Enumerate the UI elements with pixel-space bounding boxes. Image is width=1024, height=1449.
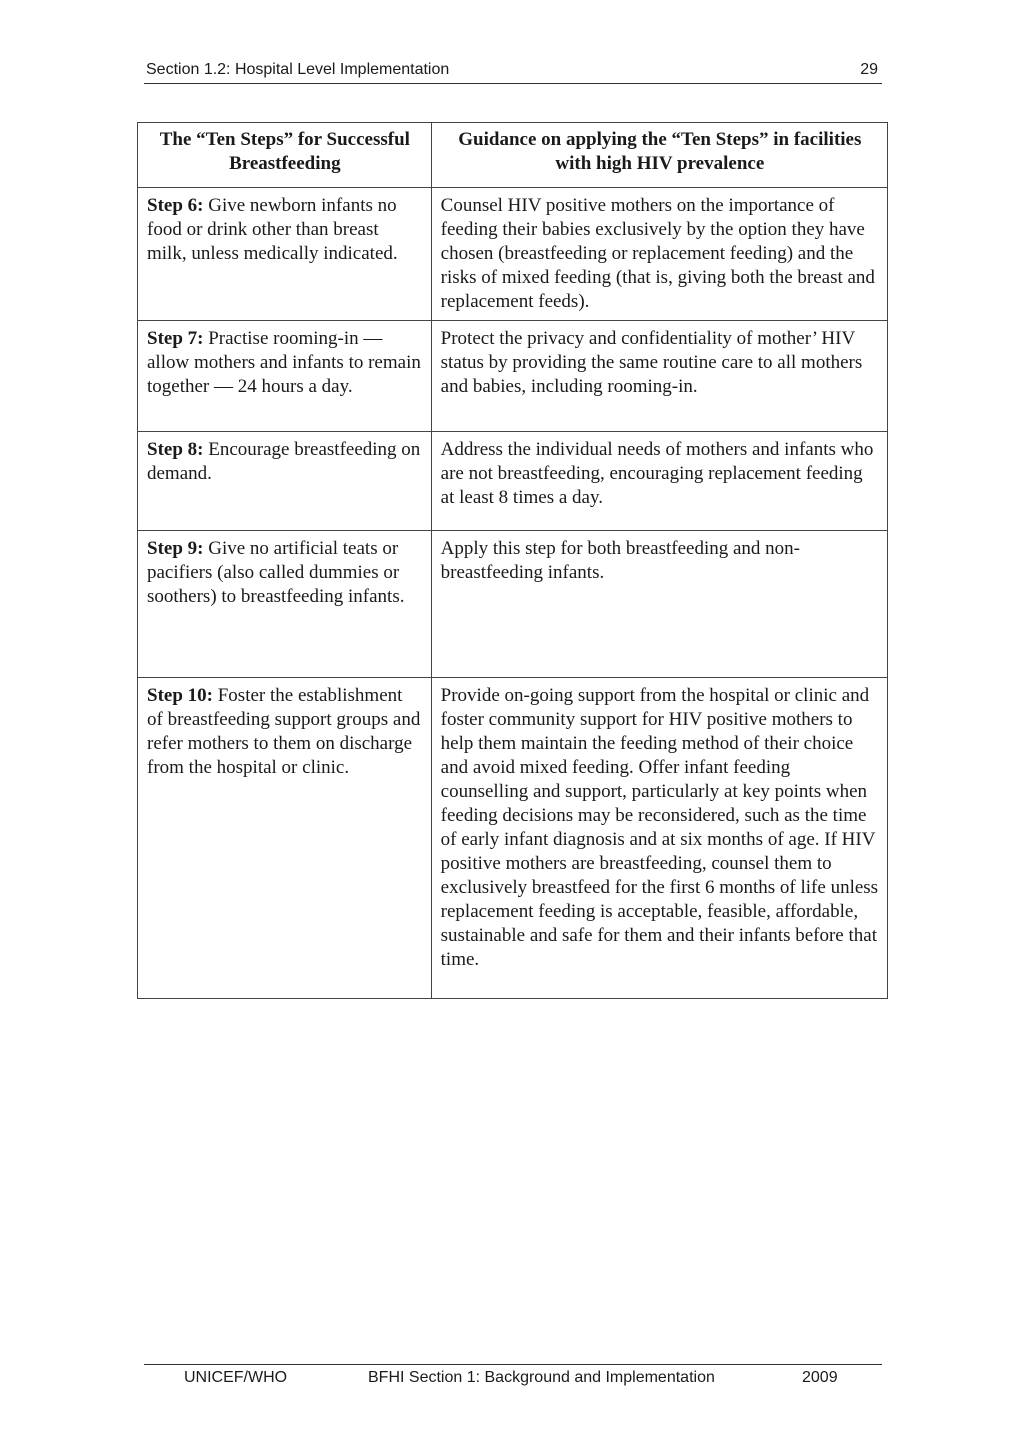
page-header <box>144 60 882 84</box>
guidance-cell: Counsel HIV positive mothers on the importance of feeding their babies exclusively by the option they have chosen (breastfeeding or replacement feeding) and the risks of mixed feeding (that is, giving both the breast and replacement feeds). <box>431 188 887 321</box>
step-text: Give newborn infants no food or drink other than breast milk, unless medically indicated. <box>147 195 398 264</box>
guidance-cell: Apply this step for both breastfeeding and non-breastfeeding infants. <box>431 531 887 678</box>
table-row <box>138 432 888 531</box>
step-cell <box>138 432 432 531</box>
table-row <box>138 321 888 432</box>
step-label: Step 6: <box>147 195 204 216</box>
table-row <box>138 188 888 321</box>
table-row <box>138 678 888 999</box>
guidance-cell: Protect the privacy and confidentiality of mother’ HIV status by providing the same routine care to all mothers and babies, including rooming-in. <box>431 321 887 432</box>
table-row <box>138 531 888 678</box>
step-label: Step 9: <box>147 538 204 559</box>
step-cell <box>138 531 432 678</box>
column-header-guidance: Guidance on applying the “Ten Steps” in facilities with high HIV prevalence <box>431 123 887 188</box>
guidance-cell: Address the individual needs of mothers and infants who are not breastfeeding, encouraging replacement feeding at least 8 times a day. <box>431 432 887 531</box>
step-cell <box>138 188 432 321</box>
step-text: Encourage breastfeeding on demand. <box>147 439 421 484</box>
guidance-cell: Provide on-going support from the hospital or clinic and foster community support for HIV positive mothers to help them maintain the feeding method of their choice and avoid mixed feeding. Offer infant feeding counselling and support, particularly at key points when feeding decisions may be reconsidered, such as the time of early infant diagnosis and at six months of age. If HIV positive mothers are breastfeeding, counsel them to exclusively breastfeed for the first 6 months of life unless replacement feeding is acceptable, feasible, affordable, sustainable and safe for them and their infants before that time. <box>431 678 887 999</box>
page-number: 29 <box>860 61 878 78</box>
step-label: Step 10: <box>147 685 213 706</box>
step-cell <box>138 321 432 432</box>
footer-organization: UNICEF/WHO <box>184 1369 288 1386</box>
table-header-row <box>138 123 888 188</box>
step-label: Step 7: <box>147 328 204 349</box>
ten-steps-table <box>137 122 888 999</box>
footer-document-title: BFHI Section 1: Background and Implementation <box>368 1369 715 1386</box>
step-label: Step 8: <box>147 439 204 460</box>
column-header-steps: The “Ten Steps” for Successful Breastfeeding <box>138 123 432 188</box>
step-cell <box>138 678 432 999</box>
footer-year: 2009 <box>802 1369 838 1386</box>
page-footer <box>144 1364 882 1386</box>
step-text: Foster the establishment of breastfeeding support groups and refer mothers to them on discharge from the hospital or clinic. <box>147 685 421 778</box>
section-title: Section 1.2: Hospital Level Implementation <box>146 61 450 78</box>
step-text: Give no artificial teats or pacifiers (also called dummies or soothers) to breastfeeding infants. <box>147 538 405 607</box>
step-text: Practise rooming-in — allow mothers and infants to remain together — 24 hours a day. <box>147 328 421 397</box>
